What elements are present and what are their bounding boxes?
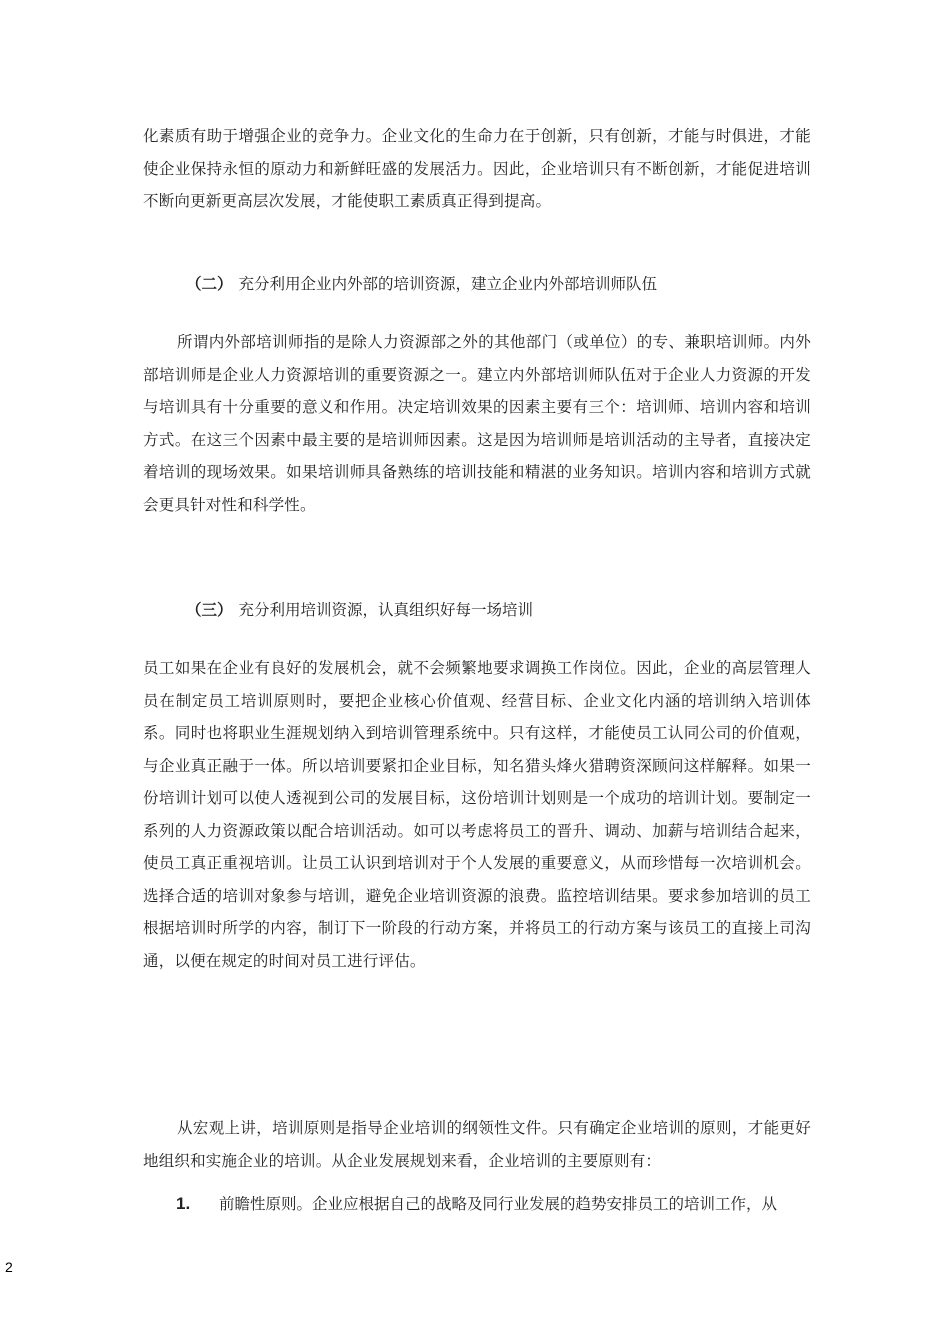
section-heading-3-text: 充分利用培训资源，认真组织好每一场培训 xyxy=(238,601,534,619)
page-number: 2 xyxy=(5,1259,13,1275)
section-heading-3 xyxy=(186,594,806,626)
list-item-marker: 1. xyxy=(176,1194,191,1213)
paragraph-trainers: 所谓内外部培训师指的是除人力资源部之外的其他部门（或单位）的专、兼职培训师。内外部培训师是企业人力资源培训的重要资源之一。建立内外部培训师队伍对于企业人力资源的开发与培训具有十分重要的意义和作用。决定培训效果的因素主要有三个：培训师、培训内容和培训方式。在这三个因素中最主要的是培训师因素。这是因为培训师是培训活动的主导者，直接决定着培训的现场效果。如果培训师具备熟练的培训技能和精湛的业务知识。培训内容和培训方式就会更具针对性和科学性。 xyxy=(143,333,811,514)
section-heading-2-text: 充分利用企业内外部的培训资源，建立企业内外部培训师队伍 xyxy=(238,275,658,293)
paragraph-employee-development: 员工如果在企业有良好的发展机会，就不会频繁地要求调换工作岗位。因此，企业的高层管理人员在制定员工培训原则时，要把企业核心价值观、经营目标、企业文化内涵的培训纳入培训体系。同时也将职业生涯规划纳入到培训管理系统中。只有这样，才能使员工认同公司的价值观，与企业真正融于一体。所以培训要紧扣企业目标，知名猎头烽火猎聘资深顾问这样解释。如果一份培训计划可以使人透视到公司的发展目标，这份培训计划则是一个成功的培训计划。要制定一系列的人力资源政策以配合培训活动。如可以考虑将员工的晋升、调动、加薪与培训结合起来，使员工真正重视培训。让员工认识到培训对于个人发展的重要意义，从而珍惜每一次培训机会。选择合适的培训对象参与培训，避免企业培训资源的浪费。监控培训结果。要求参加培训的员工根据培训时所学的内容，制订下一阶段的行动方案，并将员工的行动方案与该员工的直接上司沟通，以便在规定的时间对员工进行评估。 xyxy=(143,659,811,970)
list-item-text: 前瞻性原则。企业应根据自己的战略及同行业发展的趋势安排员工的培训工作，从 xyxy=(219,1195,778,1213)
list-item-forward-looking xyxy=(143,1189,811,1219)
section-heading-3-number: （三） xyxy=(186,601,233,619)
section-heading-2-number: （二） xyxy=(186,275,233,293)
section-heading-2 xyxy=(186,268,806,300)
paragraph-training-principles: 从宏观上讲，培训原则是指导企业培训的纲领性文件。只有确定企业培训的原则，才能更好地组织和实施企业的培训。从企业发展规划来看，企业培训的主要原则有： xyxy=(143,1119,811,1170)
paragraph-culture-innovation: 化素质有助于增强企业的竞争力。企业文化的生命力在于创新，只有创新，才能与时俱进，才能使企业保持永恒的原动力和新鲜旺盛的发展活力。因此，企业培训只有不断创新，才能促进培训不断向更新更高层次发展，才能使职工素质真正得到提高。 xyxy=(143,127,811,210)
